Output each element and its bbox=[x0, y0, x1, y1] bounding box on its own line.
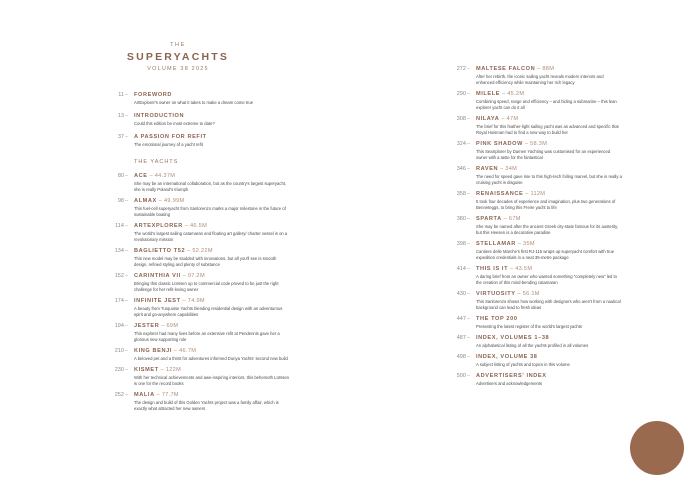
magazine-title-block bbox=[118, 42, 238, 72]
page-number: 230 – bbox=[110, 367, 128, 374]
entry-heading bbox=[134, 113, 290, 120]
entry-price: 49.99M bbox=[164, 198, 185, 204]
left-yacht-list bbox=[110, 173, 290, 412]
price-separator: – bbox=[515, 241, 524, 247]
contents-entry[interactable] bbox=[452, 354, 622, 368]
entry-heading bbox=[476, 335, 622, 342]
entry-heading bbox=[476, 291, 622, 298]
entry-title: MALIA bbox=[134, 392, 155, 398]
entry-price: 74.9M bbox=[187, 298, 205, 304]
contents-entry[interactable] bbox=[452, 166, 622, 186]
contents-entry[interactable] bbox=[110, 298, 290, 318]
price-separator: – bbox=[180, 298, 188, 304]
page-number: 498 – bbox=[452, 354, 470, 361]
entry-price: 47M bbox=[506, 116, 519, 122]
entry-heading bbox=[134, 223, 290, 230]
entry-heading bbox=[476, 216, 622, 223]
contents-entry[interactable] bbox=[452, 91, 622, 111]
entry-description: The world's largest sailing catamaran and floating art gallery/ charter vessel is on a revolutionary mission bbox=[134, 231, 288, 242]
price-separator: – bbox=[159, 323, 167, 329]
entry-heading bbox=[134, 198, 290, 205]
entry-title: INFINITE JEST bbox=[134, 298, 181, 304]
entry-heading bbox=[476, 354, 622, 361]
entry-heading bbox=[134, 323, 290, 330]
entry-description: It took four decades of experience and imagination, plus two generations of Benneteggs, to bring this Freire yacht to life bbox=[476, 199, 616, 210]
entry-heading bbox=[134, 134, 290, 141]
page-number: 80 – bbox=[110, 173, 128, 180]
contents-entry[interactable] bbox=[110, 392, 290, 412]
entry-title: VIRTUOSITY bbox=[476, 291, 516, 297]
contents-entry[interactable] bbox=[452, 291, 622, 311]
price-separator: – bbox=[185, 248, 193, 254]
contents-entry[interactable] bbox=[110, 198, 290, 218]
entry-heading bbox=[476, 373, 622, 380]
page-number: 174 – bbox=[110, 298, 128, 305]
entry-title: NILAYA bbox=[476, 116, 500, 122]
entry-description: After her rebirth, the iconic sailing yacht reveals modern interiors and enhanced efficiency while maintaining her rich legacy bbox=[476, 74, 604, 85]
entry-description: The design and build of this Golden Yachts project was a family affair, which is exactly what attracted her new owners bbox=[134, 400, 279, 411]
entry-description: Combining speed, range and efficiency – and hiding a submarine – this lean explorer yacht can do it all bbox=[476, 99, 617, 110]
entry-description: Bringing this classic Lürssen up to commercial code proved to be just the right challenge for her refit-loving owner bbox=[134, 281, 279, 292]
entry-heading bbox=[134, 392, 290, 399]
page-number: 500 – bbox=[452, 373, 470, 380]
page-number: 210 – bbox=[110, 348, 128, 355]
price-separator: – bbox=[535, 66, 543, 72]
page-number: 152 – bbox=[110, 273, 128, 280]
price-separator: – bbox=[182, 223, 190, 229]
left-column bbox=[110, 92, 290, 417]
entry-heading bbox=[476, 191, 622, 198]
entry-price: 122M bbox=[165, 367, 182, 373]
page-number: 37 – bbox=[110, 134, 128, 141]
page-number: 290 – bbox=[452, 91, 470, 98]
entry-title: ARTEXPLORER bbox=[134, 223, 183, 229]
contents-entry[interactable] bbox=[452, 335, 622, 349]
price-separator: – bbox=[154, 392, 162, 398]
contents-entry[interactable] bbox=[452, 191, 622, 211]
entry-heading bbox=[476, 316, 622, 323]
price-separator: – bbox=[156, 198, 165, 204]
contents-entry[interactable] bbox=[452, 66, 622, 86]
price-separator: – bbox=[508, 266, 516, 272]
entry-title: CARINTHIA VII bbox=[134, 273, 181, 279]
decorative-circle bbox=[630, 421, 684, 475]
contents-entry[interactable] bbox=[110, 92, 290, 106]
entry-title: ADVERTISERS' INDEX bbox=[476, 373, 547, 379]
entry-description: A daring brief from an owner who wanted something "completely new" led to the creation of this mind-bending catamaran bbox=[476, 274, 618, 285]
entry-description: ArtExplorer's owner on what it takes to make a dream come true bbox=[134, 100, 254, 105]
contents-entry[interactable] bbox=[452, 216, 622, 236]
page-number: 134 – bbox=[110, 248, 128, 255]
contents-entry[interactable] bbox=[110, 367, 290, 387]
entry-heading bbox=[476, 66, 622, 73]
entry-description: A subject listing of yachts and topics in this volume bbox=[476, 362, 570, 367]
entry-price: 45.2M bbox=[507, 91, 525, 97]
contents-entry[interactable] bbox=[452, 316, 622, 330]
entry-heading bbox=[134, 173, 290, 180]
contents-entry[interactable] bbox=[110, 348, 290, 362]
page-number: 98 – bbox=[110, 198, 128, 205]
entry-title: INDEX, VOLUME 38 bbox=[476, 354, 538, 360]
price-separator: – bbox=[158, 367, 166, 373]
entry-price: 56.1M bbox=[522, 291, 540, 297]
contents-entry[interactable] bbox=[452, 241, 622, 261]
entry-price: 44.37M bbox=[154, 173, 176, 179]
page-number: 194 – bbox=[110, 323, 128, 330]
contents-entry[interactable] bbox=[452, 373, 622, 387]
entry-price: 46.5M bbox=[190, 223, 208, 229]
contents-entry[interactable] bbox=[452, 266, 622, 286]
page-number: 447 – bbox=[452, 316, 470, 323]
entry-heading bbox=[476, 266, 622, 273]
page-number: 487 – bbox=[452, 335, 470, 342]
price-separator: – bbox=[523, 141, 531, 147]
entry-description: Advertisers and acknowledgements bbox=[476, 381, 543, 386]
entry-heading bbox=[134, 348, 290, 355]
contents-entry[interactable] bbox=[110, 223, 290, 243]
entry-title: JESTER bbox=[134, 323, 160, 329]
page-number: 13 – bbox=[110, 113, 128, 120]
entry-price: 77.7M bbox=[161, 392, 179, 398]
price-separator: – bbox=[498, 166, 506, 172]
entry-title: BAGLIETTO T52 bbox=[134, 248, 186, 254]
price-separator: – bbox=[501, 216, 509, 222]
entry-price: 52.22M bbox=[192, 248, 213, 254]
section-label-yachts: THE YACHTS bbox=[134, 159, 179, 165]
entry-heading bbox=[134, 273, 290, 280]
contents-entry[interactable] bbox=[110, 113, 290, 127]
entry-price: 67M bbox=[508, 216, 521, 222]
entry-heading bbox=[476, 166, 622, 173]
entry-description: This SeaXplorer by Damen Yachting was customised for an experienced owner with a taste for the fantastical bbox=[476, 149, 611, 160]
entry-title: THIS IS IT bbox=[476, 266, 509, 272]
page-number: 346 – bbox=[452, 166, 470, 173]
price-separator: – bbox=[147, 173, 155, 179]
entry-price: 88M bbox=[542, 66, 555, 72]
page-number: 380 – bbox=[452, 216, 470, 223]
entry-price: 46.7M bbox=[179, 348, 197, 354]
price-separator: – bbox=[499, 116, 507, 122]
entry-heading bbox=[476, 241, 622, 248]
entry-heading bbox=[476, 141, 622, 148]
entry-description: She may be named after the ancient Greek city-state famous for its austerity, but this Heesen is a decorative paradise bbox=[476, 224, 619, 235]
page-number: 272 – bbox=[452, 66, 470, 73]
entry-price: 97.2M bbox=[187, 273, 205, 279]
page-number: 398 – bbox=[452, 241, 470, 248]
entry-price: 69M bbox=[166, 323, 179, 329]
page-number: 11 – bbox=[110, 92, 128, 99]
entry-description: Cantiere delle Marche's first RJ-115 wraps up superyacht comfort with true expedition credentials in a neat 35-metre package bbox=[476, 249, 615, 260]
entry-heading bbox=[476, 91, 622, 98]
entry-description: A beauty from Turquoise Yachts blending residential design with an adventurous spirit and go-anywhere capabilities bbox=[134, 306, 283, 317]
entry-price: 58.3M bbox=[530, 141, 548, 147]
entry-description: This new model may be studded with innovations, but all you'll see is smooth design, refined styling and plenty of substance bbox=[134, 256, 277, 267]
entry-title: A PASSION FOR REFIT bbox=[134, 134, 207, 140]
entry-title: MALTESE FALCON bbox=[476, 66, 536, 72]
contents-entry[interactable] bbox=[452, 116, 622, 136]
entry-heading bbox=[134, 92, 290, 99]
entry-title: RENAISSANCE bbox=[476, 191, 524, 197]
entry-title: KING BENJI bbox=[134, 348, 173, 354]
entry-title: FOREWORD bbox=[134, 92, 173, 98]
entry-heading bbox=[134, 367, 290, 374]
entry-description: This Sanlorenzo shows how working with designers who aren't from a nautical background can lead to fresh ideas bbox=[476, 299, 621, 310]
entry-title: MILELE bbox=[476, 91, 501, 97]
entry-description: The need for speed gave rise to this high-tech foiling marvel, but she is really a cruising yacht in disguise bbox=[476, 174, 622, 185]
entry-title: STELLAMAR bbox=[476, 241, 516, 247]
page-number: 414 – bbox=[452, 266, 470, 273]
price-separator: – bbox=[515, 291, 523, 297]
entry-description: Could this edition be most extreme to date? bbox=[134, 121, 215, 126]
entry-description: A beloved pet and a thirst for adventures informed Dunya Yachts' second new build bbox=[134, 356, 288, 361]
right-yacht-list bbox=[452, 66, 622, 392]
entry-title: KISMET bbox=[134, 367, 159, 373]
page-number: 358 – bbox=[452, 191, 470, 198]
entry-title: RAVEN bbox=[476, 166, 499, 172]
entry-title: INTRODUCTION bbox=[134, 113, 185, 119]
entry-price: 112M bbox=[530, 191, 546, 197]
entry-title: INDEX, VOLUMES 1–38 bbox=[476, 335, 550, 341]
entry-description: This fuel-cell superyacht from Sanlorenzo marks a major milestone in the future of sustainable boating bbox=[134, 206, 286, 217]
title-prefix: THE bbox=[170, 42, 186, 48]
intro-list bbox=[110, 92, 290, 148]
contents-entry[interactable] bbox=[110, 173, 290, 193]
entry-description: The emotional journey of a yacht refit bbox=[134, 142, 203, 147]
entry-description: Presenting the latest register of the world's largest yachts bbox=[476, 324, 583, 329]
entry-description: She may be an international collaboration, but as the country's largest superyacht, she is really Poland's triumph bbox=[134, 181, 287, 192]
contents-entry[interactable] bbox=[110, 248, 290, 268]
entry-price: 34M bbox=[505, 166, 518, 172]
entry-price: 43.5M bbox=[515, 266, 533, 272]
entry-heading bbox=[476, 116, 622, 123]
entry-heading bbox=[134, 248, 290, 255]
page-number: 308 – bbox=[452, 116, 470, 123]
page-number: 252 – bbox=[110, 392, 128, 399]
magazine-title: SUPERYACHTS bbox=[126, 51, 230, 63]
price-separator: – bbox=[172, 348, 180, 354]
entry-title: SPARTA bbox=[476, 216, 502, 222]
entry-heading bbox=[134, 298, 290, 305]
contents-entry[interactable] bbox=[452, 141, 622, 161]
contents-entry[interactable] bbox=[110, 323, 290, 343]
contents-entry[interactable] bbox=[110, 134, 290, 148]
volume-label: VOLUME 38 2025 bbox=[147, 66, 209, 72]
contents-entry[interactable] bbox=[110, 273, 290, 293]
entry-title: ALMAX bbox=[134, 198, 157, 204]
price-separator: – bbox=[500, 91, 508, 97]
entry-title: THE TOP 200 bbox=[476, 316, 518, 322]
entry-title: PINK SHADOW bbox=[476, 141, 523, 147]
price-separator: – bbox=[180, 273, 188, 279]
entry-title: ACE bbox=[134, 173, 148, 179]
page-number: 114 – bbox=[110, 223, 128, 230]
price-separator: – bbox=[523, 191, 531, 197]
entry-description: The brief for this feather-light sailing yacht was as advanced and specific that Royal Huisman had to find a new way to build her bbox=[476, 124, 619, 135]
page-number: 324 – bbox=[452, 141, 470, 148]
entry-description: An alphabetical listing of all the yachts profiled in all volumes bbox=[476, 343, 589, 348]
entry-description: With her technical achievements and awe-inspiring interiors, this behemoth Lürssen is one for the record books bbox=[134, 375, 290, 386]
page-number: 430 – bbox=[452, 291, 470, 298]
entry-description: This explorer had many lives before an extensive refit at Pendennis gave her a glorious new supporting role bbox=[134, 331, 280, 342]
entry-price: 35M bbox=[523, 241, 535, 247]
